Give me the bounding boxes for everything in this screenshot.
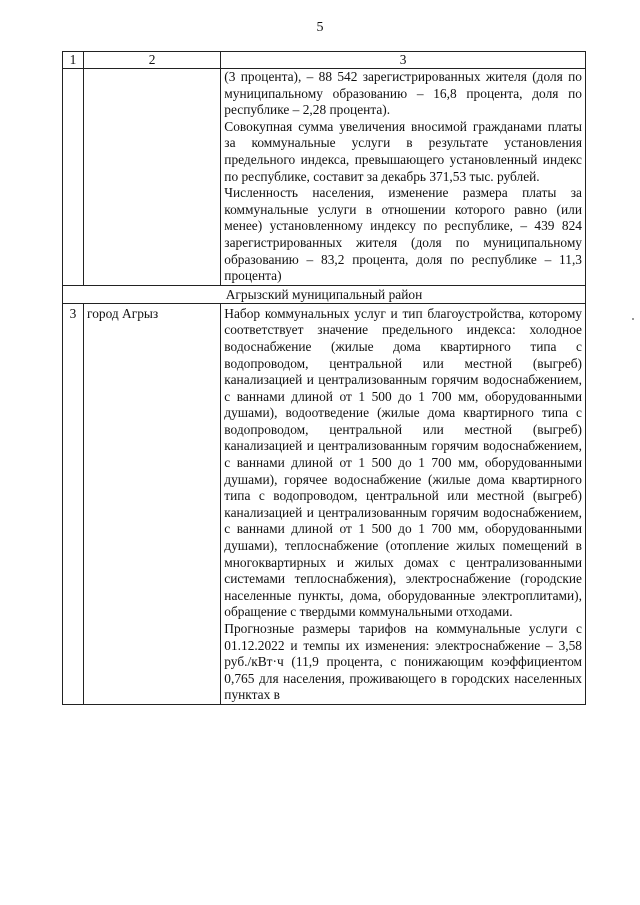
- section-title-row: [63, 285, 586, 303]
- header-col-3: 3: [221, 52, 586, 69]
- header-col-1: 1: [63, 52, 84, 69]
- table-row-3: [63, 303, 586, 704]
- row3-paragraph-2: Прогнозные размеры тарифов на коммунальные услуги с 01.12.2022 и темпы их изменения: электроснабжение – 3,58 руб./кВт·ч (11,9 процента, с понижающим коэффициентом 0,765 для населения, проживающего в городских населенных пунктах в: [224, 621, 582, 703]
- municipality-name: город Агрыз: [84, 303, 221, 704]
- continued-name-cell: [84, 69, 221, 286]
- tariff-table: [62, 51, 586, 705]
- row-text-cell: [221, 303, 586, 704]
- continued-paragraph-1: (3 процента), – 88 542 зарегистрированных жителя (доля по муниципальному образованию – 16,8 процента, доля по республике – 2,28 процента).: [224, 69, 582, 118]
- page-number: 5: [316, 20, 324, 35]
- row3-paragraph-1: Набор коммунальных услуг и тип благоустройства, которому соответствует значение предельного индекса: холодное водоснабжение (жилые дома квартирного типа с водопроводом, центральной или местной (выгреб) канализацией и централизованным горячим водоснабжением, с ваннами длиной от 1 500 до 1 700 мм, оборудованными душами), водоотведение (жилые дома квартирного типа с водопроводом, центральной или местной (выгреб) канализацией и централизованным горячим водоснабжением, с ваннами длиной от 1 500 до 1 700 мм, оборудованными душами), горячее водоснабжение (жилые дома квартирного типа с водопроводом, центральной или местной (выгреб) канализацией и централизованным горячим водоснабжением, с ваннами длиной от 1 500 до 1 700 мм, оборудованными душами), теплоснабжение (отопление жилых помещений в многоквартирных и жилых домах с централизованными системами теплоснабжения), электроснабжение (городские населенные пункты, дома, оборудованные электроплитами), обращение с твердыми коммунальными отходами.: [224, 305, 582, 620]
- continued-paragraph-3: Численность населения, изменение размера платы за коммунальные услуги в отношении которого равно (или менее) установленному индексу по республике, – 439 824 зарегистрированных жителя (доля по муниципальному образованию – 83,2 процента, доля по республике – 11,3 процента): [224, 185, 582, 284]
- continued-paragraph-2: Совокупная сумма увеличения вносимой гражданами платы за коммунальные услуги в результате установления предельного индекса, превышающего установленный индекс по республике, составит за декабрь 371,53 тыс. рублей.: [224, 118, 582, 184]
- continued-text-cell: [221, 69, 586, 286]
- header-col-2: 2: [84, 52, 221, 69]
- table-row-continued: [63, 69, 586, 286]
- section-title: Агрызский муниципальный район: [63, 285, 586, 303]
- scan-mark: [632, 318, 634, 320]
- table-header-row: [63, 52, 586, 69]
- continued-number-cell: [63, 69, 84, 286]
- row-number: 3: [63, 303, 84, 704]
